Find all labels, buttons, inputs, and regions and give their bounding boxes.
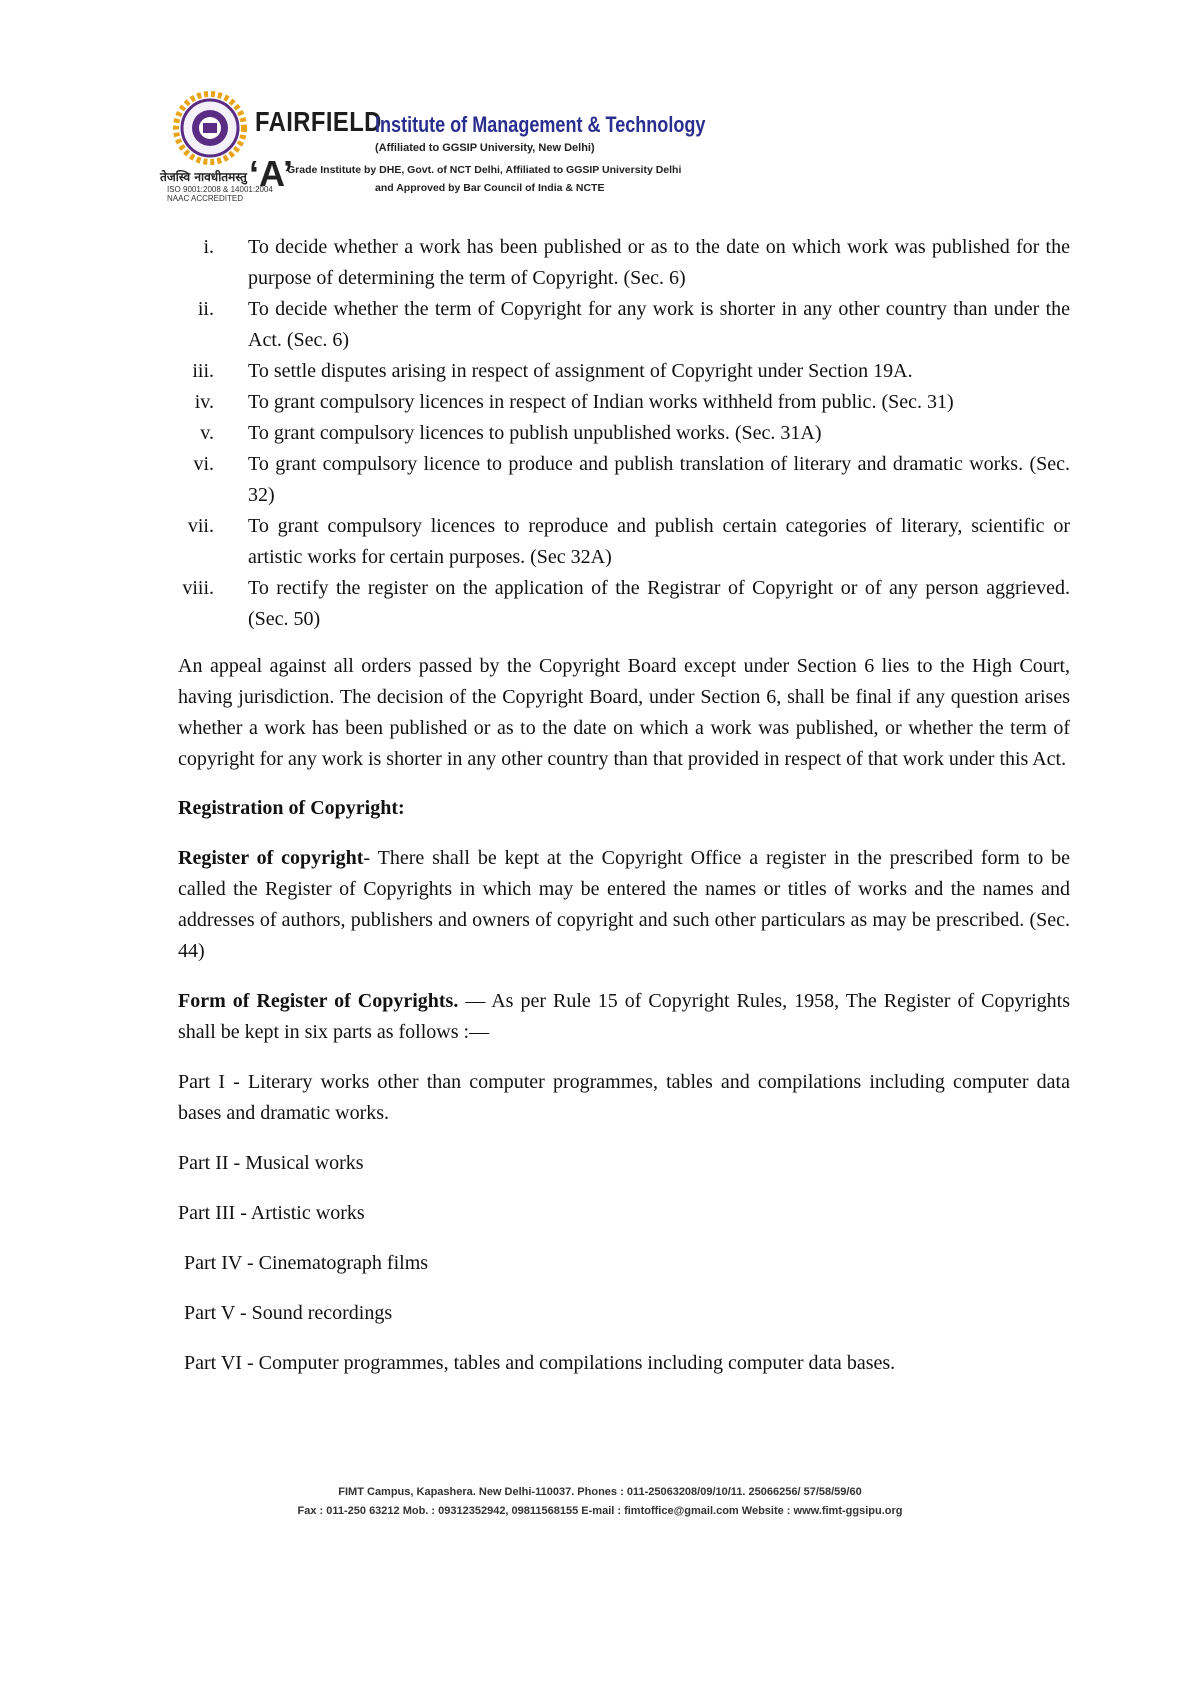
motto-text: तेजस्वि नावधीतमस्तु — [160, 170, 247, 184]
affiliation-text: (Affiliated to GGSIP University, New Delhi) — [375, 142, 595, 154]
institute-name: FAIRFIELD — [255, 106, 382, 137]
appeal-paragraph: An appeal against all orders passed by the Copyright Board except under Section 6 lies to the High Court, having jurisdiction. The decision of the Copyright Board, under Section 6, shall be final if any question arises whether a work has been published or as to the date on which a work was published, or whether the term of copyright for any work is shorter in any other country than that provided in respect of that work under this Act. — [178, 655, 1070, 770]
list-item-text: To grant compulsory licence to produce and publish translation of literary and dramatic works. (Sec. 32) — [248, 453, 1070, 506]
list-item-number: viii. — [182, 577, 214, 599]
naac-text: NAAC ACCREDITED — [167, 194, 244, 203]
list-item — [178, 387, 1070, 418]
registration-heading: Registration of Copyright: — [178, 797, 405, 819]
list-item-number: ii. — [197, 298, 214, 320]
part-item: Part I - Literary works other than computer programmes, tables and compilations including computer data bases and dramatic works. — [178, 1071, 1070, 1124]
list-item-number: vi. — [193, 453, 214, 475]
part-item: Part V - Sound recordings — [184, 1302, 393, 1324]
footer-address: FIMT Campus, Kapashera. New Delhi-110037. Phones : 011-25063208/09/10/11. 25066256/ 57/58/59/60 — [338, 1486, 862, 1498]
register-label: Register of copyright — [178, 847, 364, 869]
form-text: — As per Rule 15 of Copyright Rules, 1958, The Register of Copyrights shall be kept in six parts as follows :— — [178, 990, 1070, 1043]
form-label: Form of Register of Copyrights. — [178, 990, 459, 1012]
institute-tagline: Institute of Management & Technology — [375, 112, 706, 137]
list-item-text: To grant compulsory licences in respect of Indian works withheld from public. (Sec. 31) — [248, 391, 954, 413]
list-item-number: iii. — [192, 360, 214, 382]
institute-logo-icon — [165, 90, 255, 170]
grade-text: Grade Institute by DHE, Govt. of NCT Delhi, Affiliated to GGSIP University Delhi — [287, 164, 682, 176]
iso-text: ISO 9001:2008 & 14001:2004 — [167, 185, 273, 194]
document-body — [178, 232, 1070, 1379]
part-item: Part VI - Computer programmes, tables and compilations including computer data bases. — [184, 1352, 896, 1374]
list-item — [178, 418, 1070, 449]
list-item-number: iv. — [194, 391, 214, 413]
list-item — [178, 511, 1070, 573]
register-text: - There shall be kept at the Copyright Office a register in the prescribed form to be called the Register of Copyrights in which may be entered the names or titles of works and the names and addresses of authors, publishers and owners of copyright and such other particulars as may be prescribed. (Sec. 44) — [178, 847, 1070, 962]
list-item-text: To decide whether a work has been published or as to the date on which work was published for the purpose of determining the term of Copyright. (Sec. 6) — [248, 236, 1070, 289]
list-item — [178, 294, 1070, 356]
institute-brand — [255, 106, 706, 138]
list-item — [178, 449, 1070, 511]
part-item: Part IV - Cinematograph films — [184, 1252, 429, 1274]
form-paragraph — [178, 986, 1070, 1048]
footer-contact: Fax : 011-250 63212 Mob. : 09312352942, 09811568155 E-mail : fimtoffice@gmail.com Website : www.fimt-ggsipu.org — [297, 1505, 903, 1517]
board-functions-list — [178, 232, 1070, 635]
list-item-number: v. — [200, 422, 214, 444]
list-item-text: To grant compulsory licences to publish unpublished works. (Sec. 31A) — [248, 422, 822, 444]
list-item — [178, 573, 1070, 635]
grade-mark: ‘A’ — [249, 153, 294, 194]
letterhead — [160, 90, 706, 205]
part-item: Part III - Artistic works — [178, 1202, 365, 1224]
list-item-number: i. — [203, 236, 214, 258]
approved-text: and Approved by Bar Council of India & NCTE — [375, 182, 605, 194]
list-item-text: To rectify the register on the application of the Registrar of Copyright or of any person aggrieved. (Sec. 50) — [248, 577, 1070, 630]
register-paragraph — [178, 843, 1070, 967]
list-item-text: To decide whether the term of Copyright for any work is shorter in any other country than under the Act. (Sec. 6) — [248, 298, 1070, 351]
list-item-number: vii. — [187, 515, 214, 537]
list-item-text: To settle disputes arising in respect of assignment of Copyright under Section 19A. — [248, 360, 913, 382]
list-item — [178, 232, 1070, 294]
list-item-text: To grant compulsory licences to reproduce and publish certain categories of literary, scientific or artistic works for certain purposes. (Sec 32A) — [248, 515, 1070, 568]
list-item — [178, 356, 1070, 387]
part-item: Part II - Musical works — [178, 1152, 364, 1174]
